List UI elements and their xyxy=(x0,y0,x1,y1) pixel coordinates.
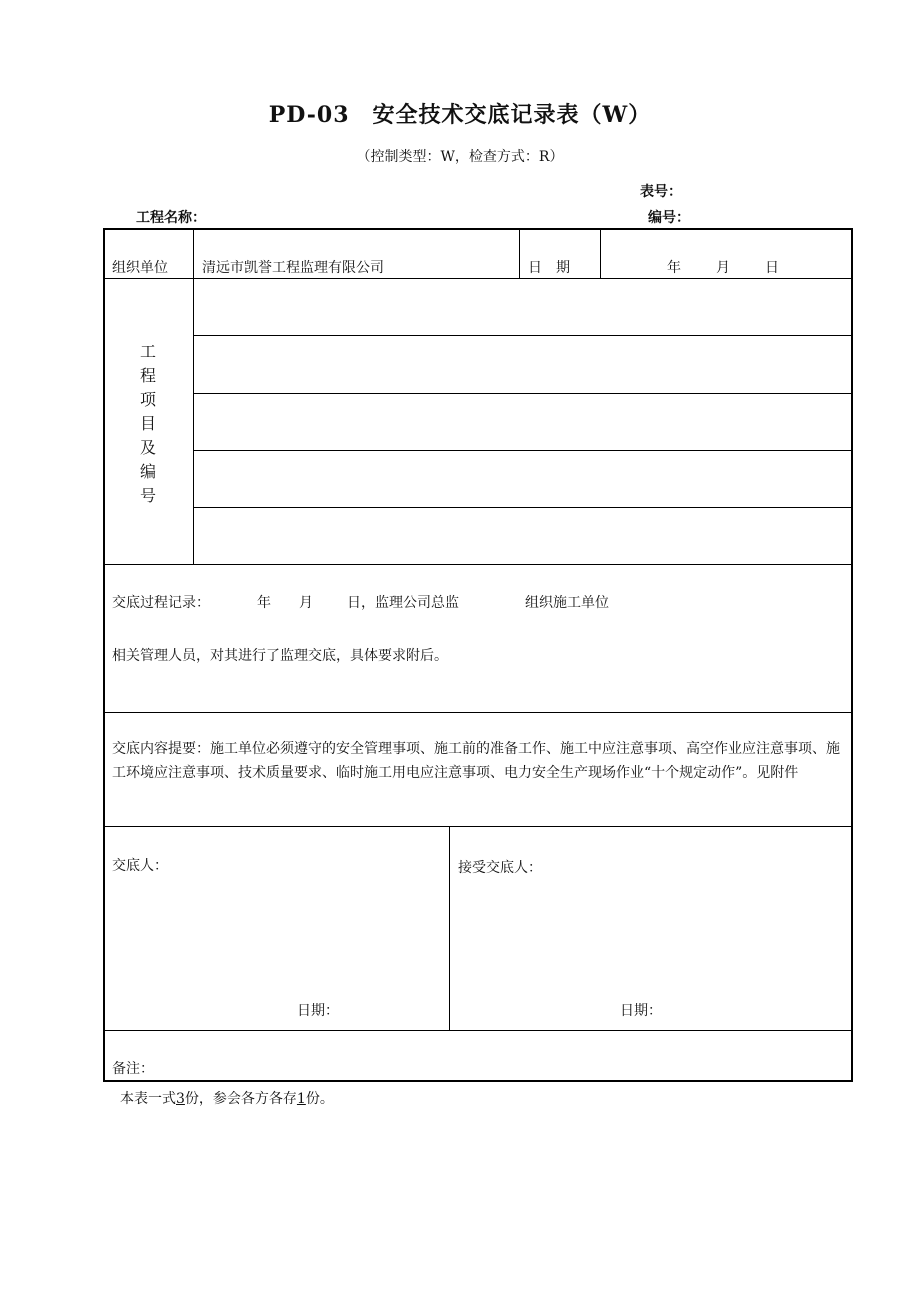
column-divider xyxy=(449,826,450,1030)
date-year: 年 xyxy=(667,260,681,276)
date-day: 日 xyxy=(765,260,779,276)
serial-number-label: 编号： xyxy=(648,210,690,226)
column-divider xyxy=(519,230,520,278)
control-type-subtitle: （控制类型：W，检查方式：R） xyxy=(356,149,564,165)
row-divider xyxy=(103,564,851,565)
copies-note-suffix: 份。 xyxy=(305,1091,334,1107)
briefer-date-label: 日期： xyxy=(297,1003,339,1019)
process-year: 年 xyxy=(257,595,271,611)
project-name-label: 工程名称： xyxy=(136,210,206,226)
org-unit-label: 组织单位 xyxy=(112,260,168,276)
row-divider xyxy=(103,1030,851,1031)
date-label: 日 期 xyxy=(528,260,570,276)
copies-total: 3 xyxy=(176,1091,185,1107)
briefer-label: 交底人： xyxy=(112,858,168,874)
row-divider xyxy=(193,450,851,451)
project-items-label xyxy=(103,340,193,508)
copies-each: 1 xyxy=(296,1091,306,1107)
form-number-label: 表号： xyxy=(640,184,682,200)
page-title: PD-03 安全技术交底记录表（W） xyxy=(268,102,652,128)
copies-note xyxy=(120,1088,334,1108)
process-day-text: 日，监理公司总监 xyxy=(347,595,459,611)
row-divider xyxy=(193,393,851,394)
column-divider xyxy=(193,230,194,564)
process-line-2: 相关管理人员，对其进行了监理交底，具体要求附后。 xyxy=(112,648,448,664)
process-record-label: 交底过程记录： xyxy=(112,595,210,611)
org-unit-value: 清远市凯誉工程监理有限公司 xyxy=(202,260,384,276)
row-divider xyxy=(103,278,851,279)
project-items-label-text: 工 程 项 目 及 编 号 xyxy=(139,342,156,505)
row-divider xyxy=(193,335,851,336)
row-divider xyxy=(103,826,851,827)
date-month: 月 xyxy=(716,260,730,276)
remarks-label: 备注： xyxy=(112,1061,154,1077)
row-divider xyxy=(103,712,851,713)
column-divider xyxy=(600,230,601,278)
process-month: 月 xyxy=(299,595,313,611)
receiver-date-label: 日期： xyxy=(620,1003,662,1019)
copies-note-middle: 份，参会各方各存 xyxy=(184,1091,297,1107)
row-divider xyxy=(193,507,851,508)
briefing-summary: 交底内容提要：施工单位必须遵守的安全管理事项、施工前的准备工作、施工中应注意事项、高空作业应注意事项、施工环境应注意事项、技术质量要求、临时施工用电应注意事项、电力安全生产现场作业“十个规定动作”。见附件 xyxy=(112,741,840,781)
receiver-label: 接受交底人： xyxy=(458,860,542,876)
process-org-text: 组织施工单位 xyxy=(525,595,609,611)
copies-note-prefix: 本表一式 xyxy=(120,1091,176,1107)
